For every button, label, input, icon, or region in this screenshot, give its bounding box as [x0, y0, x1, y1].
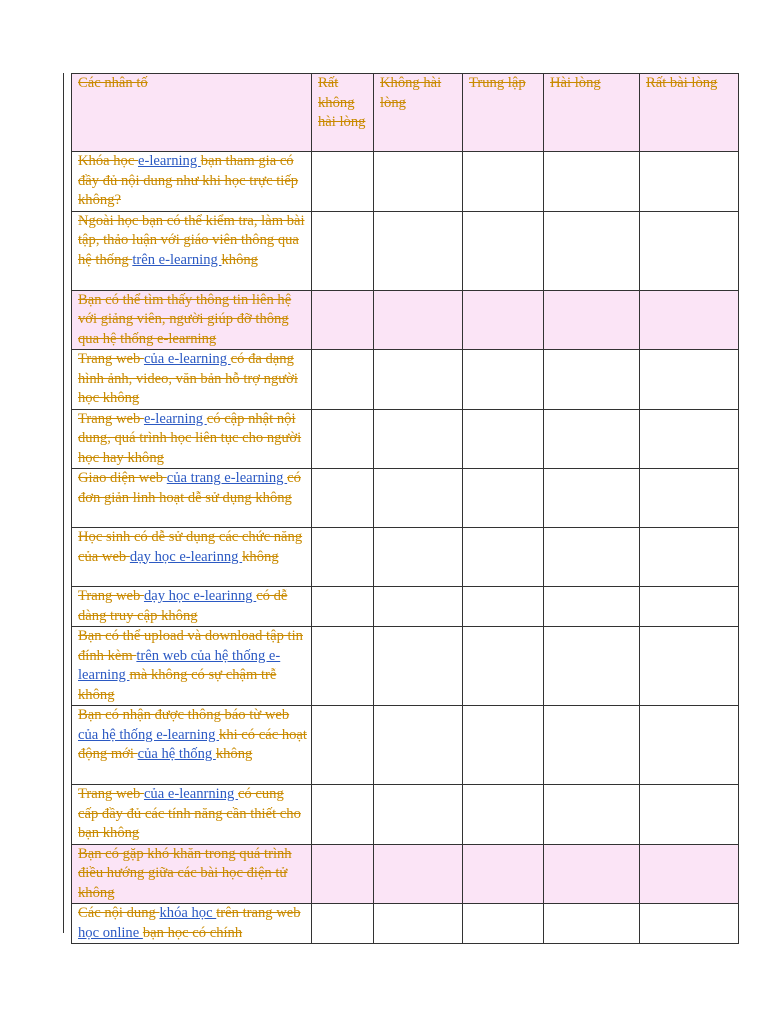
survey-row — [72, 350, 739, 410]
deleted-text: có cung cấp đầy đủ các tính năng cần thiết cho bạn không — [78, 786, 301, 841]
deleted-text: có cập nhật nội dung, quá trình học liên tục cho người học hay không — [78, 410, 302, 466]
inserted-text: của hệ thống e-learning — [78, 726, 220, 743]
rating-cell[interactable] — [463, 469, 544, 528]
factor-question-cell — [72, 587, 312, 627]
survey-row — [72, 844, 739, 904]
rating-cell[interactable] — [640, 211, 739, 290]
revision-change-bar — [63, 73, 64, 933]
survey-row — [72, 409, 739, 469]
rating-cell[interactable] — [312, 844, 374, 904]
factor-question-cell — [72, 844, 312, 904]
rating-cell[interactable] — [640, 706, 739, 785]
factor-question-cell — [72, 350, 312, 410]
rating-cell[interactable] — [374, 350, 463, 410]
rating-cell[interactable] — [463, 409, 544, 469]
deleted-text: không — [215, 746, 253, 762]
rating-cell[interactable] — [544, 785, 640, 845]
rating-cell[interactable] — [544, 409, 640, 469]
rating-cell[interactable] — [544, 211, 640, 290]
rating-cell[interactable] — [374, 469, 463, 528]
rating-cell[interactable] — [640, 528, 739, 587]
deleted-text: mà không có sự chậm trễ không — [78, 667, 277, 703]
rating-cell[interactable] — [374, 587, 463, 627]
rating-cell[interactable] — [463, 290, 544, 350]
rating-cell[interactable] — [640, 844, 739, 904]
rating-cell[interactable] — [544, 469, 640, 528]
rating-cell[interactable] — [312, 785, 374, 845]
rating-cell[interactable] — [640, 785, 739, 845]
survey-row — [72, 152, 739, 212]
rating-cell[interactable] — [640, 904, 739, 944]
rating-cell[interactable] — [640, 290, 739, 350]
deleted-text: Ngoài học bạn có thể kiểm tra, làm bài tập, thảo luận với giáo viên thông qua hệ thống — [78, 212, 305, 268]
rating-cell[interactable] — [463, 211, 544, 290]
inserted-text: e-learning — [137, 153, 201, 169]
rating-cell[interactable] — [312, 152, 374, 212]
header-neutral-cell — [463, 74, 544, 152]
header-satisfied-cell — [544, 74, 640, 152]
rating-cell[interactable] — [374, 152, 463, 212]
rating-cell[interactable] — [544, 844, 640, 904]
deleted-text: Học sinh có dễ sử dụng các chức năng của web — [78, 529, 303, 565]
rating-cell[interactable] — [374, 904, 463, 944]
factor-question-cell — [72, 211, 312, 290]
rating-cell[interactable] — [463, 904, 544, 944]
survey-row — [72, 706, 739, 785]
deleted-text: trên trang web — [216, 905, 301, 921]
survey-row — [72, 904, 739, 944]
rating-cell[interactable] — [463, 627, 544, 706]
header-dissatisfied-cell — [374, 74, 463, 152]
deleted-text: có đa dạng hình ảnh, video, văn bản hỗ trợ người học không — [78, 351, 298, 406]
factor-question-cell — [72, 528, 312, 587]
factor-question-cell — [72, 409, 312, 469]
survey-row — [72, 627, 739, 706]
deleted-text: Các nội dung — [78, 905, 160, 921]
rating-cell[interactable] — [640, 152, 739, 212]
inserted-text: trên e-learning — [132, 251, 222, 268]
rating-cell[interactable] — [312, 528, 374, 587]
rating-cell[interactable] — [463, 785, 544, 845]
rating-cell[interactable] — [544, 152, 640, 212]
rating-cell[interactable] — [544, 706, 640, 785]
rating-cell[interactable] — [312, 706, 374, 785]
rating-cell[interactable] — [312, 587, 374, 627]
deleted-text: bạn tham gia có đầy đủ nội dung như khi học trực tiếp không? — [78, 153, 299, 208]
deleted-text: Bạn có nhận được thông báo từ web — [78, 707, 290, 723]
rating-cell[interactable] — [544, 587, 640, 627]
satisfaction-survey-table — [71, 73, 739, 944]
rating-cell[interactable] — [463, 844, 544, 904]
deleted-text: Giao diện web — [78, 470, 167, 486]
rating-cell[interactable] — [374, 844, 463, 904]
rating-cell[interactable] — [544, 528, 640, 587]
survey-row — [72, 469, 739, 528]
inserted-text: của e-leanrning — [143, 786, 238, 802]
deleted-text: Trang web — [78, 786, 144, 802]
inserted-text: học online — [78, 924, 143, 941]
rating-cell[interactable] — [544, 290, 640, 350]
survey-row — [72, 528, 739, 587]
deleted-text: không — [242, 548, 279, 565]
rating-cell[interactable] — [374, 785, 463, 845]
inserted-text: dạy học e-learinng — [129, 548, 243, 565]
deleted-text: Trang web — [78, 588, 144, 604]
factor-question-cell — [72, 290, 312, 350]
rating-cell[interactable] — [312, 469, 374, 528]
inserted-text: trên web của hệ thống e-learning — [78, 647, 281, 683]
survey-row — [72, 587, 739, 627]
factor-question-cell — [72, 152, 312, 212]
rating-cell[interactable] — [544, 350, 640, 410]
factor-question-cell — [72, 904, 312, 944]
deleted-text: có dễ dàng truy cập không — [78, 588, 288, 624]
rating-cell[interactable] — [463, 528, 544, 587]
deleted-text: có đơn giản linh hoạt dễ sử dụng không — [78, 470, 301, 506]
rating-cell[interactable] — [640, 627, 739, 706]
deleted-text: Trung lập — [469, 75, 526, 91]
rating-cell[interactable] — [312, 409, 374, 469]
factor-question-cell — [72, 627, 312, 706]
rating-cell[interactable] — [374, 706, 463, 785]
rating-cell[interactable] — [312, 211, 374, 290]
rating-cell[interactable] — [463, 350, 544, 410]
inserted-text: khóa học — [159, 905, 217, 921]
rating-cell[interactable] — [640, 350, 739, 410]
inserted-text: dạy học e-learinng — [143, 588, 257, 604]
deleted-text: khi có các hoạt động mới — [78, 726, 307, 762]
survey-row — [72, 211, 739, 290]
header-very-dissatisfied-cell — [312, 74, 374, 152]
rating-cell[interactable] — [640, 469, 739, 528]
header-row — [72, 74, 739, 152]
deleted-text: Bạn có thể tìm thấy thông tin liên hệ với giảng viên, người giúp đỡ thông qua hệ thống e-learning — [78, 291, 292, 347]
rating-cell[interactable] — [544, 627, 640, 706]
deleted-text: Rất bài lòng — [646, 75, 718, 91]
rating-cell[interactable] — [374, 627, 463, 706]
rating-cell[interactable] — [374, 528, 463, 587]
rating-cell[interactable] — [640, 587, 739, 627]
deleted-text: Trang web — [78, 351, 144, 367]
header-very-satisfied-cell — [640, 74, 739, 152]
rating-cell[interactable] — [312, 627, 374, 706]
deleted-text: Hài lòng — [550, 75, 601, 91]
deleted-text: Rất không hài lòng — [318, 75, 366, 130]
deleted-text: Không hài lòng — [380, 75, 442, 111]
rating-cell[interactable] — [374, 211, 463, 290]
factor-question-cell — [72, 469, 312, 528]
deleted-text: Các nhân tố — [78, 75, 148, 91]
factor-question-cell — [72, 706, 312, 785]
rating-cell[interactable] — [374, 290, 463, 350]
deleted-text: Trang web — [78, 410, 144, 427]
deleted-text: bạn học có chính — [142, 924, 243, 941]
rating-cell[interactable] — [463, 152, 544, 212]
rating-cell[interactable] — [312, 350, 374, 410]
deleted-text: Bạn có thể upload và download tập tin đính kèm — [78, 628, 303, 664]
rating-cell[interactable] — [312, 904, 374, 944]
inserted-text: của hệ thống — [137, 746, 216, 762]
inserted-text: của e-learning — [143, 351, 231, 367]
deleted-text: không — [221, 251, 258, 268]
factor-question-cell — [72, 785, 312, 845]
rating-cell[interactable] — [544, 904, 640, 944]
survey-row — [72, 785, 739, 845]
inserted-text: của trang e-learning — [166, 470, 288, 486]
inserted-text: e-learning — [143, 410, 207, 427]
survey-body — [72, 152, 739, 944]
deleted-text: Bạn có gặp khó khăn trong quá trình điều hướng giữa các bài học điện tử không — [78, 845, 292, 901]
rating-cell[interactable] — [312, 290, 374, 350]
survey-row — [72, 290, 739, 350]
deleted-text: Khóa học — [78, 153, 138, 169]
header-factor-cell — [72, 74, 312, 152]
rating-cell[interactable] — [640, 409, 739, 469]
rating-cell[interactable] — [374, 409, 463, 469]
rating-cell[interactable] — [463, 706, 544, 785]
rating-cell[interactable] — [463, 587, 544, 627]
